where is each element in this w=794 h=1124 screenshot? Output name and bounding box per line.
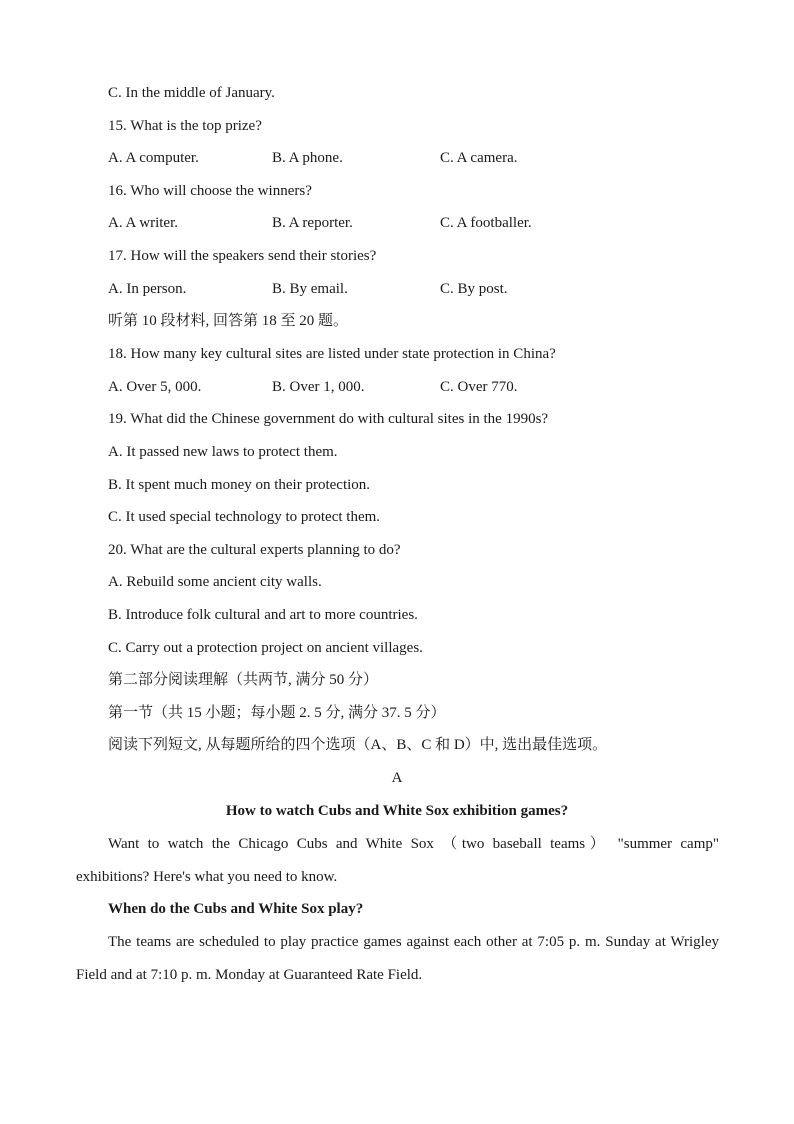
option-c-q19: C. It used special technology to protect them. bbox=[108, 509, 381, 525]
question-20: 20. What are the cultural experts planning to do? bbox=[108, 542, 401, 558]
option-a-q16: A. A writer. bbox=[108, 215, 178, 231]
part-2-heading: 第二部分阅读理解（共两节, 满分 50 分） bbox=[108, 672, 379, 688]
option-a-q18: A. Over 5, 000. bbox=[108, 379, 202, 395]
option-a-q19: A. It passed new laws to protect them. bbox=[108, 444, 338, 460]
option-c-q18: C. Over 770. bbox=[440, 379, 518, 395]
option-b-q16: B. A reporter. bbox=[272, 215, 353, 231]
passage-letter: A bbox=[391, 770, 403, 786]
passage-title: How to watch Cubs and White Sox exhibition games? bbox=[225, 803, 569, 819]
option-a-q20: A. Rebuild some ancient city walls. bbox=[108, 574, 322, 590]
option-b-q17: B. By email. bbox=[272, 281, 348, 297]
option-b-q15: B. A phone. bbox=[272, 150, 343, 166]
option-c-q14: C. In the middle of January. bbox=[108, 85, 275, 101]
option-a-q15: A. A computer. bbox=[108, 150, 199, 166]
option-c-q20: C. Carry out a protection project on ancient villages. bbox=[108, 640, 423, 656]
paragraph-2: The teams are scheduled to play practice games against each other at 7:05 p. m. Sunday at Wrigley Field and at 7:10 p. m. Monday at Guaranteed Rate Field. bbox=[76, 934, 719, 983]
option-c-q17: C. By post. bbox=[440, 281, 508, 297]
option-b-q18: B. Over 1, 000. bbox=[272, 379, 365, 395]
reading-instruction: 阅读下列短文, 从每题所给的四个选项（A、B、C 和 D）中, 选出最佳选项。 bbox=[108, 737, 608, 753]
question-17: 17. How will the speakers send their stories? bbox=[108, 248, 377, 264]
section-1-heading: 第一节（共 15 小题；每小题 2. 5 分, 满分 37. 5 分） bbox=[108, 705, 446, 721]
question-19: 19. What did the Chinese government do with cultural sites in the 1990s? bbox=[108, 411, 549, 427]
section-10-instruction: 听第 10 段材料, 回答第 18 至 20 题。 bbox=[108, 313, 349, 329]
option-a-q17: A. In person. bbox=[108, 281, 187, 297]
option-c-q16: C. A footballer. bbox=[440, 215, 532, 231]
question-15: 15. What is the top prize? bbox=[108, 118, 262, 134]
question-18: 18. How many key cultural sites are listed under state protection in China? bbox=[108, 346, 556, 362]
option-b-q19: B. It spent much money on their protection. bbox=[108, 477, 371, 493]
paragraph-1: Want to watch the Chicago Cubs and White Sox （two baseball teams） "summer camp" exhibitions? Here's what you need to know. bbox=[76, 836, 719, 885]
subheading: When do the Cubs and White Sox play? bbox=[108, 901, 364, 917]
option-c-q15: C. A camera. bbox=[440, 150, 518, 166]
question-16: 16. Who will choose the winners? bbox=[108, 183, 312, 199]
option-b-q20: B. Introduce folk cultural and art to more countries. bbox=[108, 607, 418, 623]
